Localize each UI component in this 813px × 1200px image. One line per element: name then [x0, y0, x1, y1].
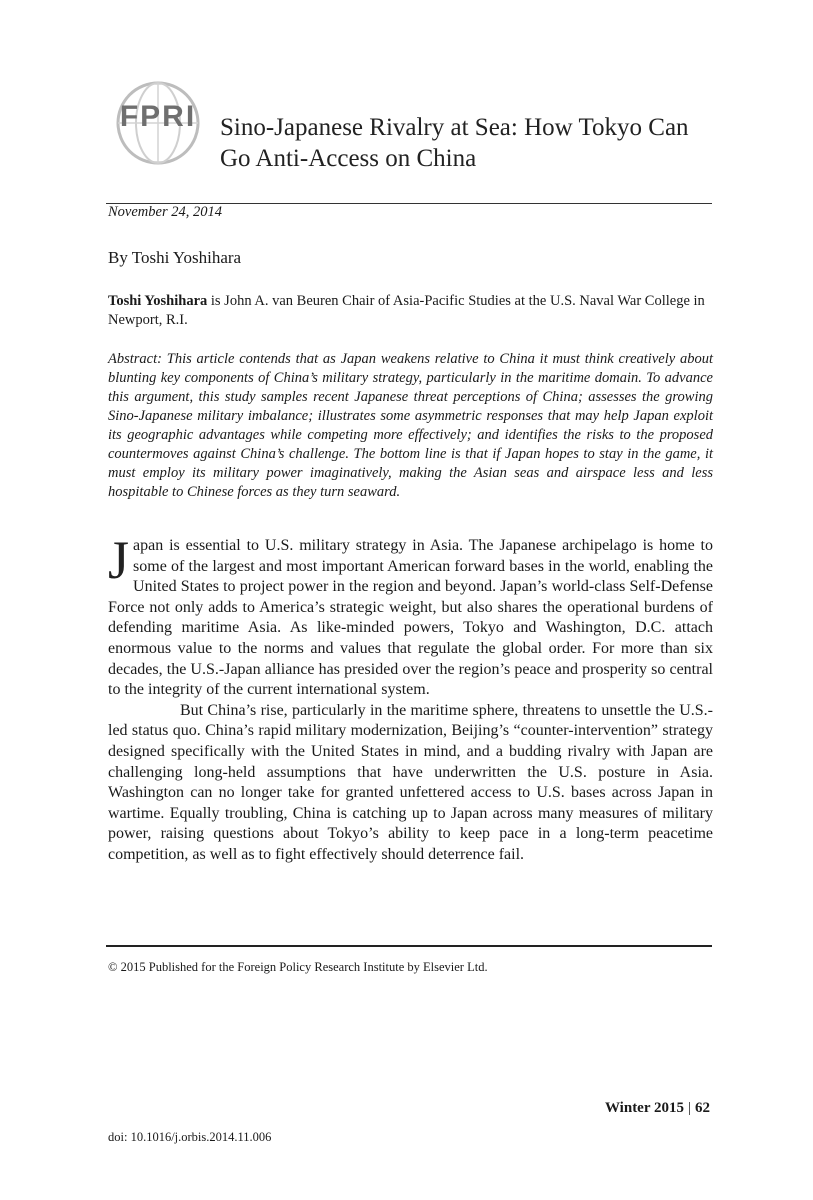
drop-cap: J: [108, 530, 130, 590]
publication-date: November 24, 2014: [108, 204, 222, 220]
paragraph-1-text: apan is essential to U.S. military strategy in Asia. The Japanese archipelago is home to some of the largest and most important American forward bases in the world, enabling the United States to project power in the region and beyond. Japan’s world-class Self-Defense Force not only adds to America’s strategic weight, but also shares the operational burdens of defending maritime Asia. As like-minded powers, Tokyo and Washington, D.C. attach enormous value to the norms and values that regulate the global order. For more than six decades, the U.S.-Japan alliance has presided over the region’s peace and prosperity so central to the integrity of the current international system.: [108, 537, 713, 699]
byline: By Toshi Yoshihara: [108, 248, 242, 267]
issue-page-label: [605, 1100, 710, 1117]
author-name: Toshi Yoshihara: [108, 293, 208, 309]
footer-divider: [106, 945, 712, 947]
page-number: 62: [695, 1100, 710, 1116]
copyright-notice: © 2015 Published for the Foreign Policy Research Institute by Elsevier Ltd.: [108, 960, 488, 974]
abstract: Abstract: This article contends that as Japan weakens relative to China it must think creatively about blunting key components of China’s military strategy, particularly in the maritime domain. To advance this argument, this study samples recent Japanese threat perceptions of China; assesses the growing Sino-Japanese military imbalance; illustrates some asymmetric responses that may help Japan exploit its geographic advantages while competing more effectively; and identifies the risks to the proposed countermoves against China’s challenge. The bottom line is that if Japan hopes to stay in the game, it must employ its military power imaginatively, making the Asian seas and airspace less and less hospitable to Chinese forces as they turn seaward.: [108, 351, 713, 500]
doi: doi: 10.1016/j.orbis.2014.11.006: [108, 1130, 272, 1144]
issue-label: Winter 2015: [604, 1100, 684, 1116]
fpri-logo: [106, 80, 210, 166]
paragraph-2: But China’s rise, particularly in the maritime sphere, threatens to unsettle the U.S.-led status quo. China’s rapid military modernization, Beijing’s “counter-intervention” strategy designed specifically with the United States in mind, and a budding rivalry with Japan are challenging long-held assumptions that have underwritten the U.S. posture in Asia. Washington can no longer take for granted unfettered access to U.S. bases across Japan in wartime. Equally troubling, China is catching up to Japan across many measures of military power, raising questions about Tokyo’s ability to keep pace in a long-term peacetime competition, as well as to fight effectively should deterrence fail.: [108, 701, 713, 863]
article-title: Sino-Japanese Rivalry at Sea: How Tokyo Can Go Anti-Access on China: [220, 114, 689, 172]
paragraph-1: [108, 530, 713, 701]
author-bio-text: is John A. van Beuren Chair of Asia-Pacific Studies at the U.S. Naval War College in Newport, R.I.: [108, 293, 705, 328]
article-body: [108, 530, 713, 866]
issue-separator: |: [687, 1100, 691, 1116]
author-bio: [108, 292, 713, 330]
logo-text: FPRI: [119, 100, 197, 133]
